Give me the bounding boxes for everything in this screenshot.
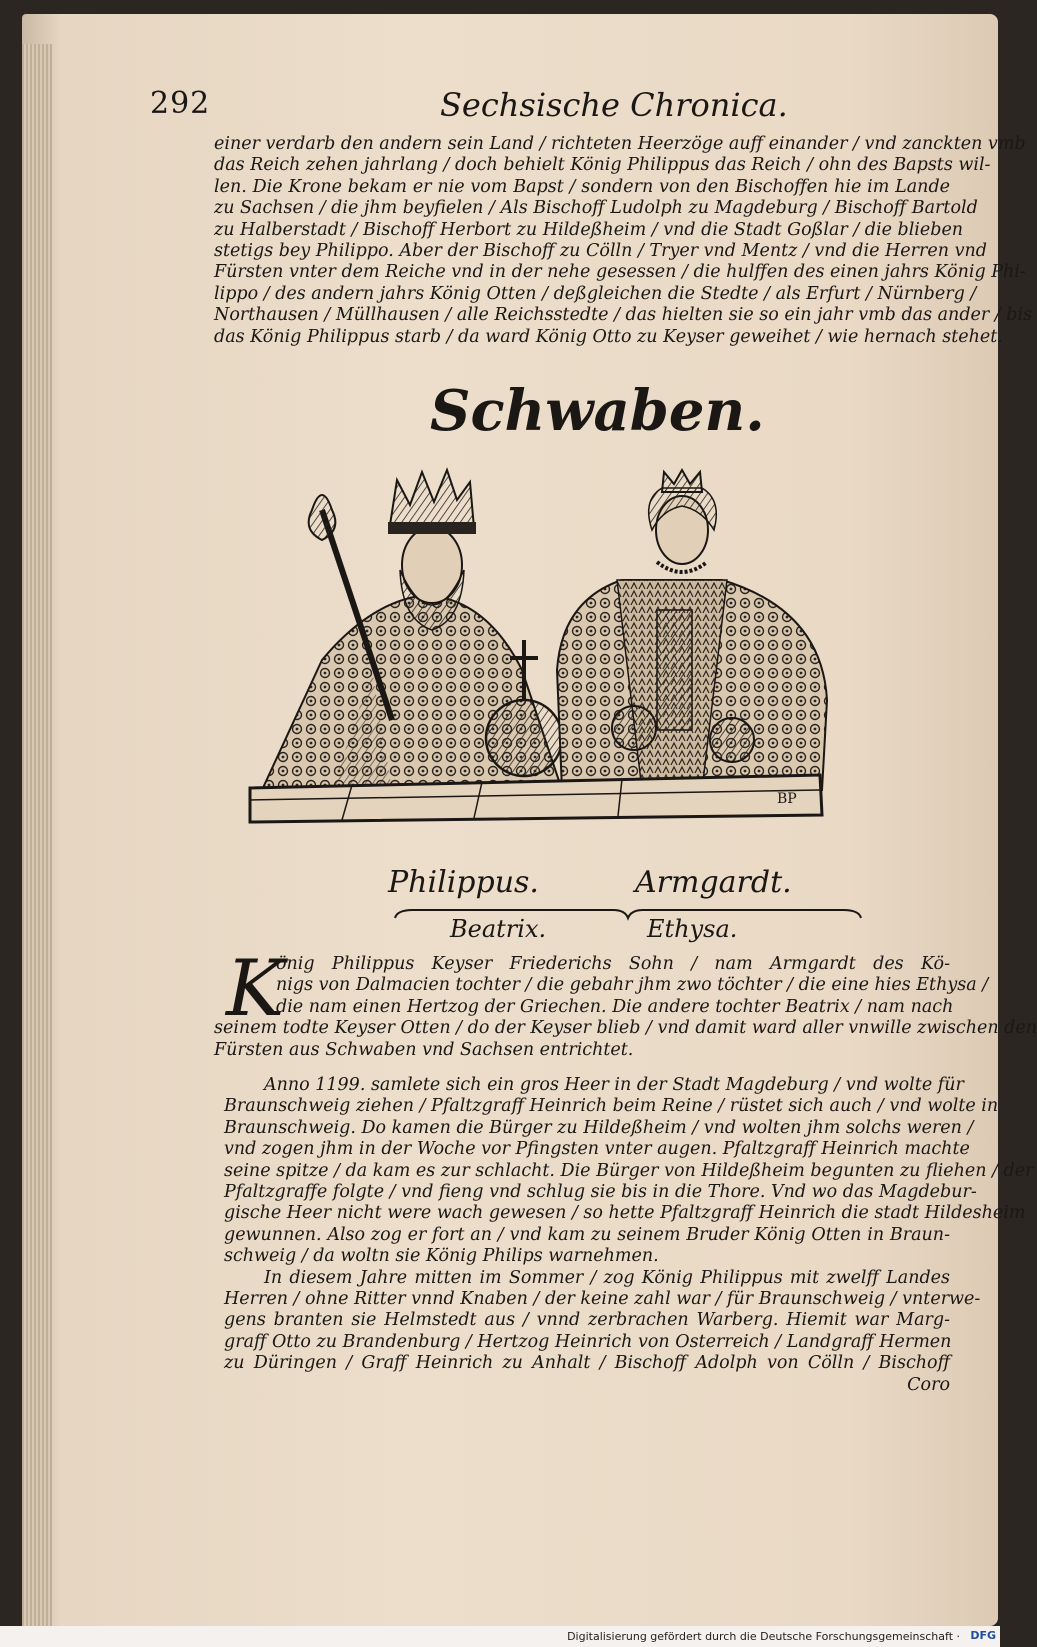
catchword: Coro	[907, 1374, 950, 1395]
text-line: zu Halberstadt / Bischoff Herbort zu Hildeßheim / vnd die Stadt Goßlar / die blieben	[214, 219, 964, 240]
text-line: einer verdarb den andern sein Land / richteten Heerzöge auff einander / vnd zanckten vmb	[214, 134, 1026, 154]
woodcut-monogram: BP	[777, 791, 797, 807]
text-line: vnd zogen jhm in der Woche vor Pfingsten vnter augen. Pfaltzgraff Heinrich machte	[224, 1139, 970, 1160]
text-line: Herren / ohne Ritter vnnd Knaben / der keine zahl war / für Braunschweig / vnterwe-	[224, 1289, 981, 1310]
text-line: gewunnen. Also zog er fort an / vnd kam zu seinem Bruder König Otten in Braun-	[224, 1224, 950, 1245]
text-line: len. Die Krone bekam er nie vom Bapst / sondern von den Bischoffen hie im Lande	[214, 176, 950, 197]
text-line: die nam einen Hertzog der Griechen. Die andere tochter Beatrix / nam nach	[276, 996, 954, 1017]
text-line: nigs von Dalmacien tochter / die gebahr jhm zwo töchter / die eine hies Ethysa /	[276, 975, 989, 996]
top-paragraph	[214, 134, 1033, 348]
caption-ethysa: Ethysa.	[647, 915, 738, 943]
text-line: Anno 1199. samlete sich ein gros Heer in der Stadt Magdeburg / vnd wolte für	[264, 1075, 964, 1095]
armgardt-figure	[557, 470, 827, 790]
text-line: graff Otto zu Brandenburg / Hertzog Heinrich von Osterreich / Landgraff Hermen	[224, 1331, 952, 1352]
dfg-logo: DFG	[970, 1629, 996, 1642]
text-line: Braunschweig. Do kamen die Bürger zu Hildeßheim / vnd wolten jhm solchs weren /	[224, 1117, 974, 1138]
running-head: Sechsische Chronica.	[440, 86, 788, 124]
text-line: zu Düringen / Graff Heinrich zu Anhalt / Bischoff Adolph von Cölln / Bischoff	[224, 1353, 950, 1374]
text-line: das König Philippus starb / da ward König Otto zu Keyser geweihet / wie hernach stehet.	[214, 326, 1003, 347]
text-line: önig Philippus Keyser Friederichs Sohn / nam Armgardt des Kö-	[276, 954, 950, 974]
main-paragraph	[214, 954, 1037, 1061]
woodcut-illustration	[262, 470, 862, 860]
section-title: Schwaben.	[430, 378, 765, 444]
text-line: Fürsten aus Schwaben vnd Sachsen entrichtet.	[214, 1039, 634, 1060]
text-line: Pfaltzgraffe folgte / vnd fieng vnd schlug sie bis in die Thore. Vnd wo das Magdebur-	[224, 1182, 977, 1203]
text-line: zu Sachsen / die jhm beyfielen / Als Bischoff Ludolph zu Magdeburg / Bischoff Bartold	[214, 198, 978, 219]
text-line: seinem todte Keyser Otten / do der Keyser blieb / vnd damit ward aller vnwille zwischen den	[214, 1018, 1037, 1039]
text-line: das Reich zehen jahrlang / doch behielt König Philippus das Reich / ohn des Bapsts wil-	[214, 155, 991, 176]
text-line: stetigs bey Philippo. Aber der Bischoff zu Cölln / Tryer vnd Mentz / vnd die Herren vnd	[214, 241, 987, 262]
text-line: lippo / des andern jahrs König Otten / deßgleichen die Stedte / als Erfurt / Nürnberg /	[214, 283, 977, 304]
caption-beatrix: Beatrix.	[450, 915, 547, 943]
drop-initial: K	[226, 944, 285, 1034]
text-line: gische Heer nicht were wach gewesen / so hette Pfaltzgraff Heinrich die stadt Hildesheim	[224, 1203, 1026, 1224]
text-line: Northausen / Müllhausen / alle Reichsstedte / das hielten sie so ein jahr vmb das ander / bis	[214, 305, 1033, 326]
caption-philippus: Philippus.	[388, 865, 539, 900]
page-number: 292	[150, 86, 211, 121]
page-edges	[22, 44, 52, 1644]
text-line: In diesem Jahre mitten im Sommer / zog König Philippus mit zwelff Landes	[264, 1267, 950, 1288]
philippus-figure	[262, 470, 562, 790]
text-line: schweig / da woltn sie König Philips warnehmen.	[224, 1246, 659, 1267]
footer-credit: Digitalisierung gefördert durch die Deutsche Forschungsgemeinschaft ·	[567, 1630, 960, 1643]
text-line: Braunschweig ziehen / Pfaltzgraff Heinrich beim Reine / rüstet sich auch / vnd wolte in	[224, 1096, 999, 1117]
text-line: Fürsten vnter dem Reiche vnd in der nehe gesessen / die hulffen des einen jahrs König Phi-	[214, 262, 1026, 283]
text-line: gens branten sie Helmstedt aus / vnnd zerbrachen Warberg. Hiemit war Marg-	[224, 1310, 950, 1331]
caption-armgardt: Armgardt.	[635, 865, 792, 900]
text-line: seine spitze / da kam es zur schlacht. Die Bürger von Hildeßheim begunten zu fliehen / der	[224, 1160, 1034, 1181]
anno-paragraph	[224, 1075, 1034, 1396]
